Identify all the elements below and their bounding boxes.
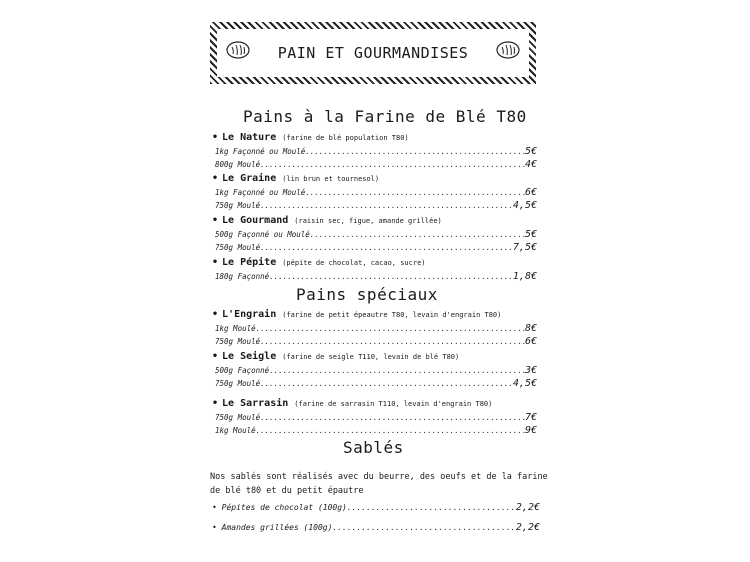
price-line (215, 159, 537, 169)
price-label: 750g Moulé (215, 337, 261, 346)
price-value: 4,5€ (512, 200, 537, 211)
price-line (215, 336, 537, 346)
bullet: • (212, 398, 219, 409)
price-label: 750g Moulé (215, 379, 261, 388)
dot-leader (260, 201, 513, 210)
price-label: 1kg Façonné ou Moulé (215, 188, 306, 197)
price-line (215, 412, 537, 422)
item-name: L'Engrain (222, 309, 277, 320)
price-line (215, 378, 537, 388)
item-description: (farine de petit épeautre T80, levain d'engrain T80) (282, 311, 502, 319)
price-value: 6€ (524, 336, 537, 347)
price-value: 6€ (524, 187, 537, 198)
bread-icon (495, 39, 521, 65)
price-value: 7€ (524, 412, 537, 423)
page-title: PAIN ET GOURMANDISES (277, 44, 469, 62)
item-title (212, 257, 426, 268)
price-line (215, 146, 537, 156)
price-line (215, 323, 537, 333)
price-line (215, 271, 537, 281)
bullet: • (212, 309, 219, 320)
price-label: 800g Moulé (215, 160, 261, 169)
price-line (215, 229, 537, 239)
bullet: • (212, 132, 219, 143)
item-name: Le Gourmand (222, 215, 289, 226)
item-name: Le Sarrasin (222, 398, 289, 409)
bullet: • (212, 215, 219, 226)
price-label: 1kg Moulé (215, 426, 256, 435)
title-banner-inner (217, 29, 529, 77)
item-title (212, 309, 501, 320)
item-description: (farine de sarrasin T110, levain d'engrain T80) (294, 400, 493, 408)
price-line (215, 187, 537, 197)
price-line (215, 242, 537, 252)
price-line (215, 425, 537, 435)
price-label: 180g Façonné (215, 272, 270, 281)
item-description: (raisin sec, figue, amande grillée) (294, 217, 442, 225)
dot-leader (269, 272, 513, 281)
section-heading-sables: Sablés (343, 438, 404, 457)
item-name: Le Graine (222, 173, 277, 184)
price-value: 4€ (524, 159, 537, 170)
sables-line (212, 522, 540, 534)
dot-leader (256, 426, 525, 435)
dot-leader (347, 503, 516, 512)
section-heading-farine: Pains à la Farine de Blé T80 (243, 107, 527, 126)
price-label: 750g Moulé (215, 201, 261, 210)
title-banner (210, 22, 536, 84)
price-label: 500g Façonné ou Moulé (215, 230, 310, 239)
price-label: 750g Moulé (215, 243, 261, 252)
section-heading-speciaux: Pains spéciaux (296, 285, 438, 304)
bread-icon (225, 39, 251, 65)
item-title (212, 173, 379, 184)
item-title (212, 398, 492, 409)
sables-price: 2,2€ (515, 502, 540, 513)
price-value: 8€ (524, 323, 537, 334)
bullet: • (212, 257, 219, 268)
item-description: (pépite de chocolat, cacao, sucre) (282, 259, 426, 267)
sables-label: • Amandes grillées (100g) (212, 523, 333, 532)
sables-price: 2,2€ (515, 522, 540, 533)
item-name: Le Pépite (222, 257, 277, 268)
price-line (215, 365, 537, 375)
price-label: 500g Façonné (215, 366, 270, 375)
price-label: 1kg Moulé (215, 324, 256, 333)
sables-label: • Pépites de chocolat (100g) (212, 503, 347, 512)
item-name: Le Seigle (222, 351, 277, 362)
dot-leader (305, 188, 525, 197)
price-value: 9€ (524, 425, 537, 436)
price-value: 3€ (524, 365, 537, 376)
price-value: 4,5€ (512, 378, 537, 389)
item-name: Le Nature (222, 132, 277, 143)
dot-leader (332, 523, 515, 532)
item-title (212, 132, 409, 143)
price-label: 1kg Façonné ou Moulé (215, 147, 306, 156)
price-line (215, 200, 537, 210)
price-value: 5€ (524, 229, 537, 240)
dot-leader (310, 230, 525, 239)
price-label: 750g Moulé (215, 413, 261, 422)
item-title (212, 215, 442, 226)
item-description: (lin brun et tournesol) (282, 175, 380, 183)
dot-leader (260, 160, 525, 169)
dot-leader (260, 413, 525, 422)
dot-leader (260, 243, 513, 252)
dot-leader (260, 337, 525, 346)
dot-leader (256, 324, 525, 333)
item-title (212, 351, 459, 362)
dot-leader (305, 147, 525, 156)
item-description: (farine de seigle T110, levain de blé T80) (282, 353, 460, 361)
dot-leader (269, 366, 525, 375)
bullet: • (212, 173, 219, 184)
price-value: 5€ (524, 146, 537, 157)
price-value: 1,8€ (512, 271, 537, 282)
sables-line (212, 502, 540, 514)
bullet: • (212, 351, 219, 362)
dot-leader (260, 379, 513, 388)
sables-intro: Nos sablés sont réalisés avec du beurre, des oeufs et de la farine de blé t80 et du petit épautre (210, 472, 548, 496)
price-value: 7,5€ (512, 242, 537, 253)
item-description: (farine de blé population T80) (282, 134, 409, 142)
